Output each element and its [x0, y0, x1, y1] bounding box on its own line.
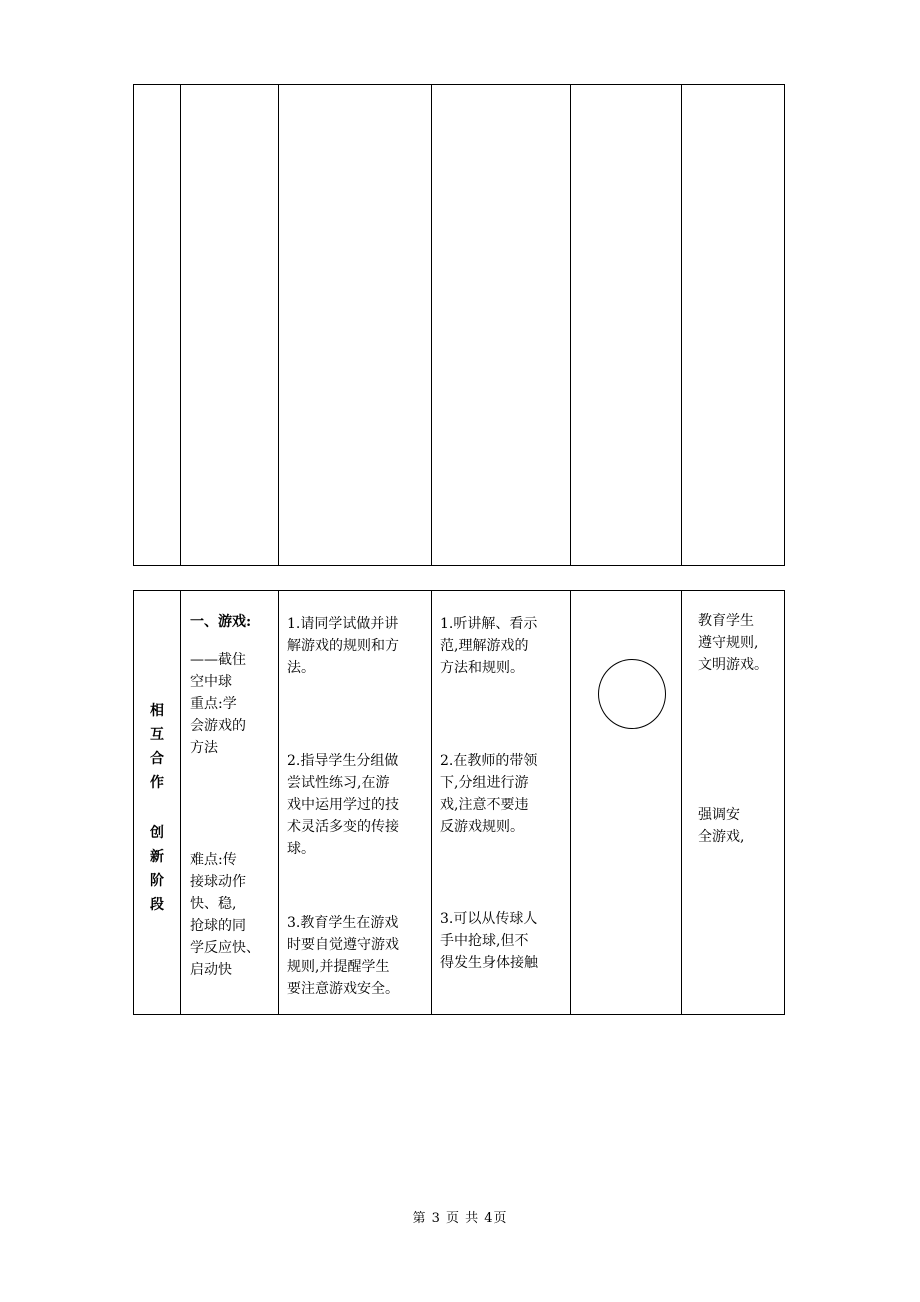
stage-char: 段: [150, 897, 164, 913]
student-item-3: [440, 908, 538, 974]
text-line: 会游戏的: [190, 718, 246, 734]
text-line: 1.请同学试做并讲: [287, 616, 399, 632]
text-line: 启动快: [190, 962, 232, 978]
stage-char: 相: [150, 703, 164, 719]
text-line: 1.听讲解、看示: [440, 616, 538, 632]
text-line: 方法和规则。: [440, 660, 524, 676]
continued-table: [133, 84, 785, 566]
text-line: 空中球: [190, 674, 232, 690]
table-row: [134, 591, 785, 1015]
text-line: 解游戏的规则和方: [287, 638, 399, 654]
text-line: 时要自觉遵守游戏: [287, 937, 399, 953]
student-activity-cell: [432, 591, 571, 1015]
table-row: [134, 85, 785, 566]
text-line: 方法: [190, 740, 218, 756]
text-line: 难点:传: [190, 852, 237, 868]
stage-cell: [134, 591, 181, 1015]
stage-title-part2: [134, 821, 180, 917]
text-line: 手中抢球,但不: [440, 933, 529, 949]
text-line: 全游戏,: [698, 829, 745, 845]
empty-cell: [134, 85, 181, 566]
stage-title-part1: [134, 699, 180, 795]
text-line: 球。: [287, 841, 315, 857]
text-line: 规则,并提醒学生: [287, 959, 390, 975]
teacher-activity-cell: [279, 591, 432, 1015]
difficulty-point: [190, 849, 260, 981]
student-item-1: [440, 613, 537, 679]
text-line: 2.指导学生分组做: [287, 753, 399, 769]
text-line: 要注意游戏安全。: [287, 981, 399, 997]
empty-cell: [432, 85, 571, 566]
empty-cell: [181, 85, 279, 566]
game-heading: 一、游戏:: [190, 614, 252, 630]
formation-circle-diagram: [598, 659, 666, 729]
empty-cell: [682, 85, 785, 566]
stage-char: 作: [150, 775, 164, 791]
game-name: [190, 649, 246, 693]
text-line: 戏中运用学过的技: [287, 797, 399, 813]
text-line: 教育学生: [698, 613, 754, 629]
page-number-footer: 第 3 页 共 4页: [412, 1211, 508, 1226]
text-line: 强调安: [698, 807, 740, 823]
text-line: 接球动作: [190, 874, 246, 890]
key-point: [190, 693, 246, 759]
stage-char: 合: [150, 751, 164, 767]
empty-cell: [571, 85, 682, 566]
text-line: 2.在教师的带领: [440, 753, 538, 769]
text-line: 尝试性练习,在游: [287, 775, 390, 791]
stage-char: 新: [150, 849, 164, 865]
text-line: 得发生身体接触: [440, 955, 538, 971]
organization-cell: [571, 591, 682, 1015]
note-1: [698, 610, 768, 676]
text-line: 3.可以从传球人: [440, 911, 538, 927]
text-line: 快、稳,: [190, 896, 237, 912]
teacher-item-1: [287, 613, 399, 679]
text-line: 3.教育学生在游戏: [287, 915, 399, 931]
note-2: [698, 804, 744, 848]
stage-char: 互: [150, 727, 164, 743]
stage-char: 阶: [150, 873, 164, 889]
text-line: ——截住: [190, 652, 246, 668]
text-line: 重点:学: [190, 696, 237, 712]
text-line: 抢球的同: [190, 918, 246, 934]
text-line: 法。: [287, 660, 315, 676]
notes-cell: [682, 591, 785, 1015]
text-line: 术灵活多变的传接: [287, 819, 399, 835]
text-line: 戏,注意不要违: [440, 797, 529, 813]
text-line: 文明游戏。: [698, 657, 768, 673]
text-line: 反游戏规则。: [440, 819, 524, 835]
text-line: 范,理解游戏的: [440, 638, 529, 654]
text-line: 学反应快、: [190, 940, 260, 956]
lesson-table: [133, 590, 785, 1015]
text-line: 下,分组进行游: [440, 775, 529, 791]
teacher-item-2: [287, 750, 399, 860]
content-cell: [181, 591, 279, 1015]
teacher-item-3: [287, 912, 399, 1000]
student-item-2: [440, 750, 537, 838]
text-line: 遵守规则,: [698, 635, 759, 651]
stage-char: 创: [150, 825, 164, 841]
empty-cell: [279, 85, 432, 566]
